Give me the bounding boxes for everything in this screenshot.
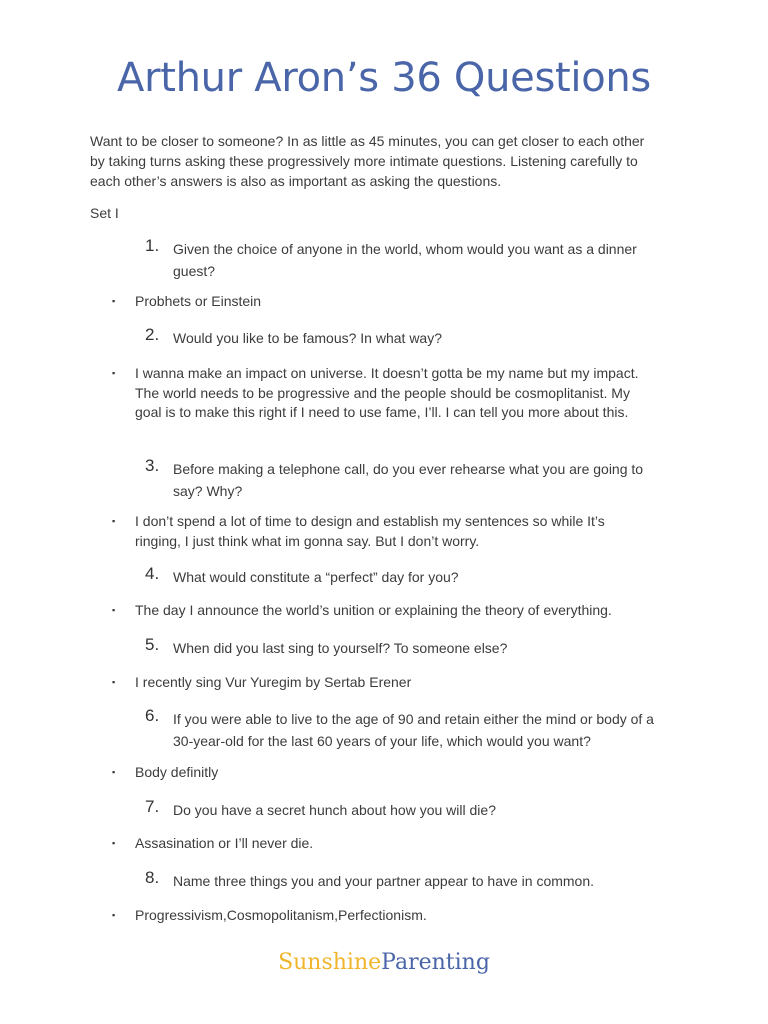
question-text: Would you like to be famous? In what way? [173,330,443,346]
question-number: 8. [145,868,160,887]
question-item [145,458,675,502]
answer-text: The day I announce the world’s unition or explaining the theory of everything. [135,602,612,618]
question-number: 5. [145,635,160,654]
question-item [145,566,675,588]
question-text: If you were able to live to the age of 90 and retain either the mind or body of a 30-year-old for the last 60 years of your life, which would you want? [173,711,654,749]
answer-text: I don’t spend a lot of time to design and establish my sentences so while It’s ringing, I just think what im gonna say. But I don’t worry. [135,513,605,549]
bullet-icon: ▪ [112,838,116,848]
answer-text: I wanna make an impact on universe. It doesn’t gotta be my name but my impact. The world needs to be progressive and the people should be cosmoplitanist. My goal is to make this right if I need to use fame, I’ll. I can tell you more about this. [135,365,639,420]
question-text: Do you have a secret hunch about how you will die? [173,802,496,818]
bullet-icon: ▪ [112,516,116,526]
answer-item [112,512,642,551]
question-number: 4. [145,564,160,583]
question-item [145,870,675,892]
answer-item [112,834,642,854]
answer-text: Assasination or I’ll never die. [135,835,314,851]
question-text: Given the choice of anyone in the world, whom would you want as a dinner guest? [173,241,637,279]
question-item [145,708,675,752]
question-number: 7. [145,797,160,816]
set-label: Set I [90,205,119,221]
bullet-icon: ▪ [112,368,116,378]
logo-word-sunshine: Sunshine [278,950,382,975]
answer-item [112,673,642,693]
question-text: Name three things you and your partner appear to have in common. [173,873,595,889]
answer-text: Progressivism,Cosmopolitanism,Perfectionism. [135,907,427,923]
answer-item [112,906,642,926]
question-text: Before making a telephone call, do you ever rehearse what you are going to say? Why? [173,461,644,499]
intro-paragraph: Want to be closer to someone? In as little as 45 minutes, you can get closer to each other by taking turns asking these progressively more intimate questions. Listening carefully to each other’s answers is also as important as asking the questions. [90,133,645,189]
answer-text: Body definitly [135,764,219,780]
bullet-icon: ▪ [112,605,116,615]
logo-word-parenting: Parenting [381,950,490,975]
question-text: When did you last sing to yourself? To someone else? [173,640,508,656]
page-title: Arthur Aron’s 36 Questions [117,55,651,101]
answer-text: Probhets or Einstein [135,293,262,309]
question-item [145,238,675,282]
question-number: 3. [145,456,160,475]
answer-item [112,292,642,312]
bullet-icon: ▪ [112,767,116,777]
question-number: 6. [145,706,160,725]
question-text: What would constitute a “perfect” day for you? [173,569,459,585]
sunshine-parenting-logo [0,948,768,978]
bullet-icon: ▪ [112,296,116,306]
answer-item [112,364,642,423]
bullet-icon: ▪ [112,910,116,920]
bullet-icon: ▪ [112,677,116,687]
question-item [145,637,675,659]
question-item [145,799,675,821]
answer-item [112,601,642,621]
question-number: 2. [145,325,160,344]
answer-item [112,763,642,783]
question-number: 1. [145,236,160,255]
question-item [145,327,675,349]
answer-text: I recently sing Vur Yuregim by Sertab Erener [135,674,412,690]
